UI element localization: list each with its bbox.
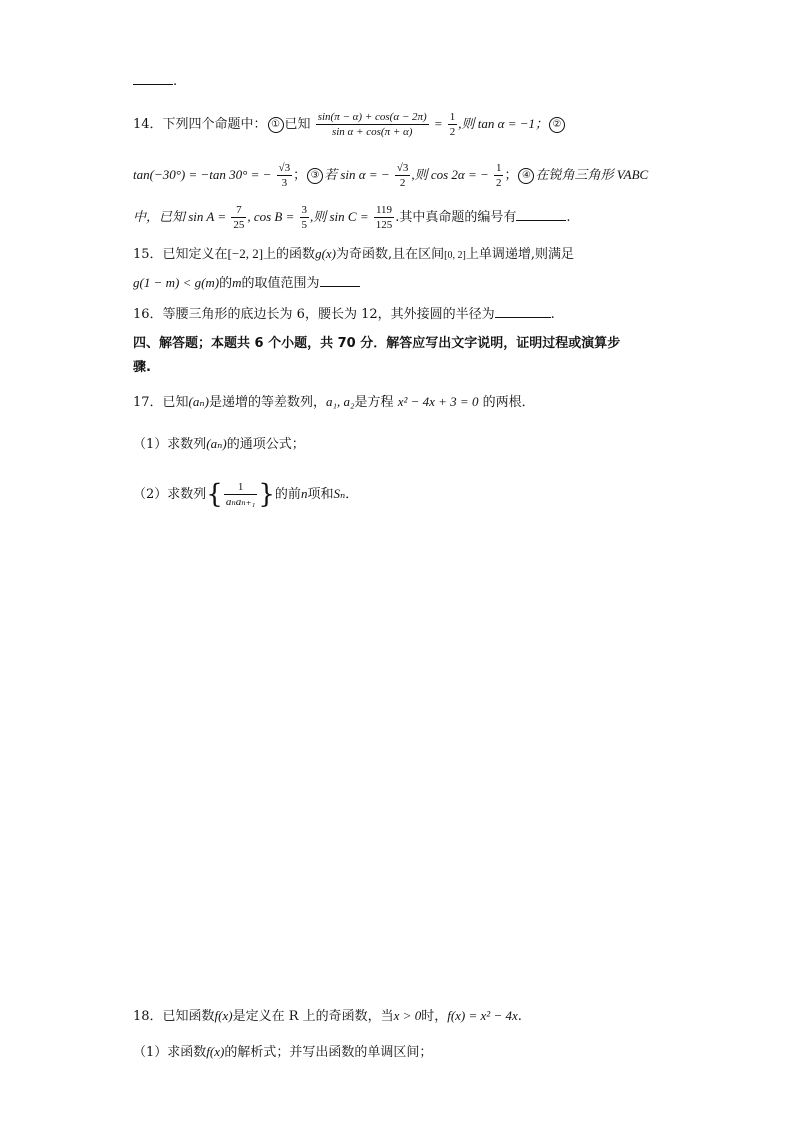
question-15-line-1: 15．已知定义在[−2, 2]上的函数g(x)为奇函数,且在区间[0, 2]上单调递增,则满足: [133, 246, 574, 262]
answer-blank: [516, 208, 566, 221]
fraction: $\frac{1}{2}$: [449, 111, 456, 138]
answer-blank: [495, 305, 551, 318]
answer-blank: [133, 72, 173, 85]
fraction: $\frac{\sin(\pi - \alpha) + \cos(\alpha - 2\pi)}{\text{sin α + cos(π + α)}}$: [317, 111, 427, 138]
right-brace: }: [258, 479, 275, 510]
answer-blank: [320, 274, 360, 287]
fraction: $\frac{3}{5}$: [301, 204, 307, 231]
fraction: $\frac{7}{25}$: [233, 204, 245, 231]
fraction: $\frac{√3}{3}$: [278, 162, 291, 189]
item-marker: ②: [549, 117, 565, 133]
fraction: $\frac{119}{125}$: [375, 204, 393, 231]
fraction: $\frac{1}{\text{aₙaₙ₊₁}}$: [225, 481, 256, 508]
section-heading: 四、解答题；本题共 6 个小题，共 70 分．解答应写出文字说明，证明过程或演算步: [133, 336, 621, 351]
question-number: 14．下列四个命题中：: [133, 117, 267, 132]
item-marker: ④: [518, 168, 534, 184]
fraction: $\frac{√3}{2}$: [396, 162, 409, 189]
section-heading-continued: 骤.: [133, 360, 151, 375]
question-15-line-2: g(1 − m) < g(m)的m的取值范围为: [133, 273, 360, 294]
question-14-line-1: 14．下列四个命题中： ① 已知 $\frac{\sin(\pi - \alpha) + \cos(\alpha - 2\pi)}{\text{sin α + cos(π + α)}}$ = $\frac{1}{2}$ ,则 tan α = −1； ②: [133, 108, 566, 141]
fraction: $\frac{1}{2}$: [495, 162, 502, 189]
previous-answer-blank-line: .: [133, 72, 177, 92]
question-14-line-2: tan(−30°) = −tan 30° = − $\frac{√3}{3}$ ； ③ 若 sin α = − $\frac{√3}{2}$ ,则 cos 2α = − $\frac{1}{2}$ ； ④ 在锐角三角形 VABC: [133, 162, 649, 189]
left-brace: {: [206, 479, 223, 510]
item-marker: ①: [268, 117, 284, 133]
question-18-part-1: （1）求函数f(x)的解析式；并写出函数的单调区间；: [133, 1044, 433, 1060]
question-18-stem: 18．已知函数f(x)是定义在 R 上的奇函数，当x > 0时，f(x) = x² − 4x.: [133, 1008, 522, 1024]
question-17-stem: 17．已知(aₙ)是递增的等差数列，a₁, a₂是方程 x² − 4x + 3 = 0 的两根．: [133, 394, 535, 410]
question-17-part-1: （1）求数列(aₙ)的通项公式；: [133, 436, 305, 452]
question-17-part-2: （2）求数列{ $\frac{1}{\text{aₙaₙ₊₁}}$ }的前n项和Sₙ．: [133, 479, 359, 510]
question-16: 16．等腰三角形的底边长为 6，腰长为 12，其外接圆的半径为 .: [133, 307, 555, 322]
question-14-line-3: 中，已知 sin A = $\frac{7}{25}$ , cos B = $\frac{3}{5}$ ,则 sin C = $\frac{119}{125}$ .其中真命题的编号有 .: [133, 204, 571, 231]
item-marker: ③: [307, 168, 323, 184]
